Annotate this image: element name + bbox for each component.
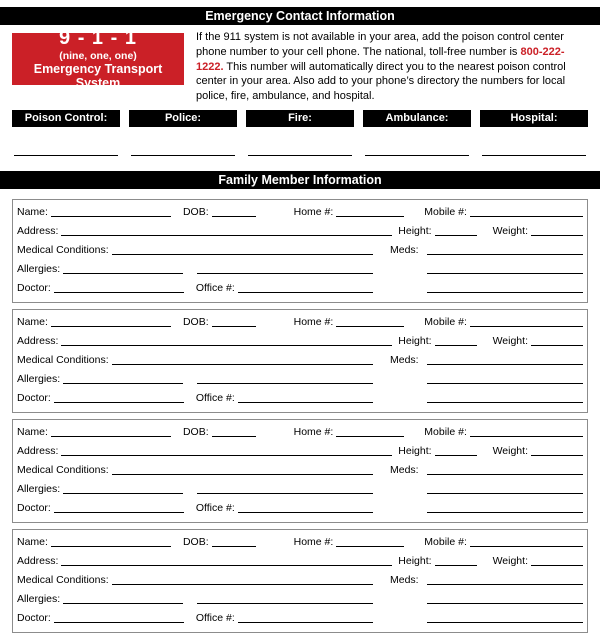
dob-fill-line[interactable] <box>212 214 256 217</box>
fire-label-box: Fire: <box>246 110 354 127</box>
allergies-label: Allergies: <box>17 262 61 275</box>
member-row-medical <box>17 244 583 257</box>
dob-label: DOB: <box>182 315 209 328</box>
hospital-fill-line[interactable] <box>482 154 586 156</box>
member-row-address <box>17 445 583 458</box>
doctor-label: Doctor: <box>17 611 51 624</box>
note-text-after: This number will automatically direct you to the nearest poison control center in your area. Also add to your phone’s directory the numbers for local police, fire, ambulance, and hospital. <box>196 60 566 103</box>
doctor-label: Doctor: <box>17 391 51 404</box>
contact-label-row <box>12 110 588 127</box>
member-row-doctor <box>17 502 583 515</box>
contact-fill-line-row <box>12 154 588 156</box>
family-member-card <box>12 529 588 633</box>
address-fill-line[interactable] <box>61 233 392 236</box>
office-phone-label: Office #: <box>195 391 235 404</box>
address-label: Address: <box>17 444 59 457</box>
meds-continuation-line-2[interactable] <box>427 510 583 513</box>
meds-continuation-line[interactable] <box>427 601 583 604</box>
911-spelled-out: (nine, one, one) <box>59 50 137 62</box>
doctor-label: Doctor: <box>17 281 51 294</box>
doctor-label: Doctor: <box>17 501 51 514</box>
family-members <box>12 199 588 633</box>
weight-fill-line[interactable] <box>531 563 583 566</box>
dob-fill-line[interactable] <box>212 544 256 547</box>
dob-fill-line[interactable] <box>212 434 256 437</box>
home-phone-label: Home #: <box>293 535 334 548</box>
medical-conditions-continuation-line[interactable] <box>197 271 373 274</box>
home-phone-fill-line[interactable] <box>336 214 404 217</box>
allergies-label: Allergies: <box>17 372 61 385</box>
office-phone-label: Office #: <box>195 501 235 514</box>
meds-label: Meds: <box>390 573 419 586</box>
mobile-phone-fill-line[interactable] <box>470 214 583 217</box>
medical-conditions-fill-line[interactable] <box>112 582 373 585</box>
medical-conditions-label: Medical Conditions: <box>17 243 109 256</box>
family-member-title: Family Member Information <box>218 172 382 187</box>
height-fill-line[interactable] <box>435 563 477 566</box>
meds-continuation-line[interactable] <box>427 381 583 384</box>
member-row-allergies <box>17 483 583 496</box>
address-label: Address: <box>17 554 59 567</box>
mobile-phone-label: Mobile #: <box>424 315 467 328</box>
poison-control-fill-line[interactable] <box>14 154 118 156</box>
address-label: Address: <box>17 334 59 347</box>
doctor-fill-line[interactable] <box>54 290 184 293</box>
allergies-fill-line[interactable] <box>63 271 183 274</box>
weight-label: Weight: <box>492 224 528 237</box>
911-number: 9 - 1 - 1 <box>59 27 137 49</box>
member-row-identity <box>17 536 583 549</box>
member-row-doctor <box>17 612 583 625</box>
emergency-contact-title: Emergency Contact Information <box>205 9 395 23</box>
office-phone-label: Office #: <box>195 611 235 624</box>
meds-fill-line[interactable] <box>427 472 583 475</box>
doctor-fill-line[interactable] <box>54 510 184 513</box>
meds-label: Meds: <box>390 243 419 256</box>
doctor-fill-line[interactable] <box>54 400 184 403</box>
mobile-phone-fill-line[interactable] <box>470 544 583 547</box>
medical-conditions-continuation-line[interactable] <box>197 381 373 384</box>
mobile-phone-fill-line[interactable] <box>470 324 583 327</box>
mobile-phone-fill-line[interactable] <box>470 434 583 437</box>
height-fill-line[interactable] <box>435 233 477 236</box>
fire-fill-line[interactable] <box>248 154 352 156</box>
member-row-address <box>17 555 583 568</box>
medical-conditions-continuation-line[interactable] <box>197 491 373 494</box>
height-label: Height: <box>398 224 432 237</box>
height-fill-line[interactable] <box>435 343 477 346</box>
name-fill-line[interactable] <box>51 434 171 437</box>
allergies-fill-line[interactable] <box>63 491 183 494</box>
police-label-box: Police: <box>129 110 237 127</box>
member-row-doctor <box>17 392 583 405</box>
meds-label: Meds: <box>390 353 419 366</box>
allergies-fill-line[interactable] <box>63 381 183 384</box>
mobile-phone-label: Mobile #: <box>424 205 467 218</box>
weight-label: Weight: <box>492 554 528 567</box>
member-row-identity <box>17 426 583 439</box>
meds-fill-line[interactable] <box>427 362 583 365</box>
allergies-label: Allergies: <box>17 482 61 495</box>
note-text-before: If the 911 system is not available in your area, add the poison control center phone number to your cell phone. The national, toll-free number is <box>196 31 564 58</box>
height-label: Height: <box>398 334 432 347</box>
office-phone-fill-line[interactable] <box>238 400 373 403</box>
family-member-card <box>12 199 588 303</box>
poison-control-label-box: Poison Control: <box>12 110 120 127</box>
member-row-identity <box>17 316 583 329</box>
weight-label: Weight: <box>492 334 528 347</box>
member-row-identity <box>17 206 583 219</box>
poison-control-phone-number: 800-222-1222. <box>196 45 565 73</box>
home-phone-label: Home #: <box>293 205 334 218</box>
hospital-label-box: Hospital: <box>480 110 588 127</box>
mobile-phone-label: Mobile #: <box>424 535 467 548</box>
ambulance-label-box: Ambulance: <box>363 110 471 127</box>
mobile-phone-label: Mobile #: <box>424 425 467 438</box>
weight-fill-line[interactable] <box>531 343 583 346</box>
member-row-medical <box>17 464 583 477</box>
office-phone-fill-line[interactable] <box>238 290 373 293</box>
address-label: Address: <box>17 224 59 237</box>
address-fill-line[interactable] <box>61 563 392 566</box>
meds-continuation-line-2[interactable] <box>427 290 583 293</box>
name-fill-line[interactable] <box>51 214 171 217</box>
dob-label: DOB: <box>182 205 209 218</box>
name-label: Name: <box>17 315 48 328</box>
weight-label: Weight: <box>492 444 528 457</box>
member-row-allergies <box>17 263 583 276</box>
height-label: Height: <box>398 444 432 457</box>
name-fill-line[interactable] <box>51 544 171 547</box>
home-phone-fill-line[interactable] <box>336 544 404 547</box>
medical-conditions-label: Medical Conditions: <box>17 463 109 476</box>
family-member-card <box>12 419 588 523</box>
office-phone-fill-line[interactable] <box>238 510 373 513</box>
member-row-allergies <box>17 593 583 606</box>
weight-fill-line[interactable] <box>531 453 583 456</box>
meds-continuation-line[interactable] <box>427 491 583 494</box>
allergies-fill-line[interactable] <box>63 601 183 604</box>
medical-conditions-fill-line[interactable] <box>112 362 373 365</box>
emergency-contact-header-bar <box>0 7 600 25</box>
medical-conditions-fill-line[interactable] <box>112 252 373 255</box>
weight-fill-line[interactable] <box>531 233 583 236</box>
medical-conditions-fill-line[interactable] <box>112 472 373 475</box>
family-member-header-bar <box>0 171 600 189</box>
intro-section <box>12 27 588 104</box>
911-caption: Emergency Transport System <box>33 62 163 90</box>
member-row-medical <box>17 354 583 367</box>
meds-continuation-line-2[interactable] <box>427 400 583 403</box>
meds-label: Meds: <box>390 463 419 476</box>
meds-fill-line[interactable] <box>427 582 583 585</box>
911-badge <box>12 27 184 90</box>
poison-control-note <box>196 30 588 104</box>
home-phone-label: Home #: <box>293 315 334 328</box>
name-label: Name: <box>17 535 48 548</box>
member-row-address <box>17 335 583 348</box>
office-phone-label: Office #: <box>195 281 235 294</box>
meds-fill-line[interactable] <box>427 252 583 255</box>
home-phone-fill-line[interactable] <box>336 434 404 437</box>
medical-conditions-continuation-line[interactable] <box>197 601 373 604</box>
member-row-doctor <box>17 282 583 295</box>
police-fill-line[interactable] <box>131 154 235 156</box>
meds-continuation-line[interactable] <box>427 271 583 274</box>
height-label: Height: <box>398 554 432 567</box>
medical-conditions-label: Medical Conditions: <box>17 353 109 366</box>
dob-label: DOB: <box>182 425 209 438</box>
medical-conditions-label: Medical Conditions: <box>17 573 109 586</box>
name-label: Name: <box>17 425 48 438</box>
ambulance-fill-line[interactable] <box>365 154 469 156</box>
address-fill-line[interactable] <box>61 453 392 456</box>
home-phone-label: Home #: <box>293 425 334 438</box>
family-member-card <box>12 309 588 413</box>
allergies-label: Allergies: <box>17 592 61 605</box>
member-row-address <box>17 225 583 238</box>
home-phone-fill-line[interactable] <box>336 324 404 327</box>
name-fill-line[interactable] <box>51 324 171 327</box>
height-fill-line[interactable] <box>435 453 477 456</box>
dob-label: DOB: <box>182 535 209 548</box>
dob-fill-line[interactable] <box>212 324 256 327</box>
member-row-allergies <box>17 373 583 386</box>
member-row-medical <box>17 574 583 587</box>
address-fill-line[interactable] <box>61 343 392 346</box>
name-label: Name: <box>17 205 48 218</box>
